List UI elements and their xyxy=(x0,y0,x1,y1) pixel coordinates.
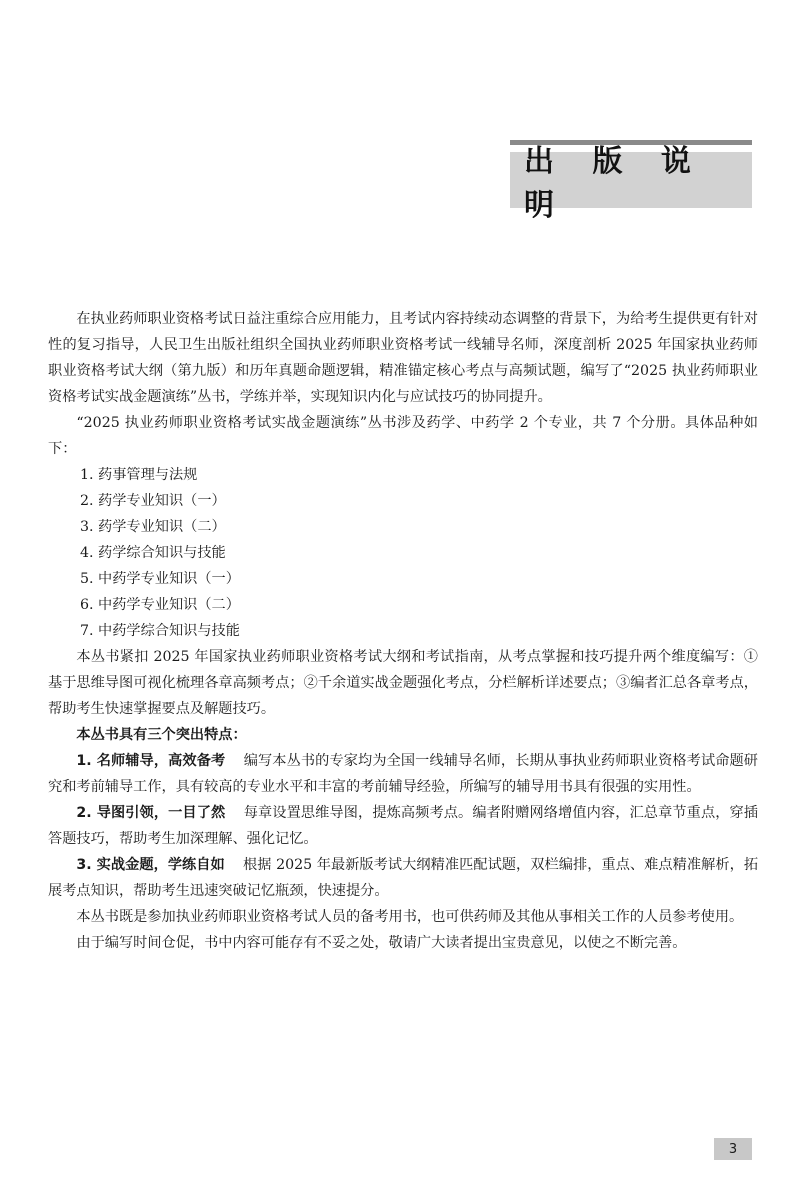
page-title: 出 版 说 明 xyxy=(524,144,705,223)
volume-item: 2. 药学专业知识（一） xyxy=(80,493,226,509)
volume-item: 5. 中药学专业知识（一） xyxy=(80,571,240,587)
volume-item: 1. 药事管理与法规 xyxy=(80,467,198,483)
feature-lead: 1. 名师辅导，高效备考 xyxy=(76,753,226,769)
feature-paragraph xyxy=(48,852,758,904)
feature-paragraph xyxy=(48,800,758,852)
feature-text: 编写本丛书的专家均为全国一线辅导名师，长期从事执业药师职业资格考试命题研究和考前辅导工作，具有较高的专业水平和丰富的考前辅导经验，所编写的辅导用书具有很强的实用性。 xyxy=(48,753,758,795)
volume-item: 4. 药学综合知识与技能 xyxy=(80,545,226,561)
title-banner xyxy=(510,144,752,223)
closing-paragraph: 由于编写时间仓促，书中内容可能存有不妥之处，敬请广大读者提出宝贵意见，以使之不断完善。 xyxy=(76,935,687,951)
feature-lead: 3. 实战金题，学练自如 xyxy=(76,857,225,873)
volume-item: 3. 药学专业知识（二） xyxy=(80,519,226,535)
approach-paragraph: 本丛书紧扣 2025 年国家执业药师职业资格考试大纲和考试指南，从考点掌握和技巧提升两个维度编写：①基于思维导图可视化梳理各章高频考点；②千余道实战金题强化考点，分栏解析详述要点；③编者汇总各章考点，帮助考生快速掌握要点及解题技巧。 xyxy=(48,649,758,717)
features-heading: 本丛书具有三个突出特点： xyxy=(76,727,247,743)
page-number: 3 xyxy=(714,1138,752,1160)
audience-paragraph: 本丛书既是参加执业药师职业资格考试人员的备考用书，也可供药师及其他从事相关工作的人员参考使用。 xyxy=(76,909,744,925)
body-text xyxy=(48,306,758,956)
feature-text: 根据 2025 年最新版考试大纲精准匹配试题，双栏编排，重点、难点精准解析，拓展考点知识，帮助考生迅速突破记忆瓶颈，快速提分。 xyxy=(48,857,759,899)
feature-paragraph xyxy=(48,748,758,800)
feature-text: 每章设置思维导图，提炼高频考点。编者附赠网络增值内容，汇总章节重点，穿插答题技巧，帮助考生加深理解、强化记忆。 xyxy=(48,805,758,847)
intro-paragraph: 在执业药师职业资格考试日益注重综合应用能力，且考试内容持续动态调整的背景下，为给考生提供更有针对性的复习指导，人民卫生出版社组织全国执业药师职业资格考试一线辅导名师，深度剖析 2025 年国家执业药师职业资格考试大纲（第九版）和历年真题命题逻辑，精准锚定核心考点与高频试题，编写了“2025 执业药师职业资格考试实战金题演练”丛书，学练并举，实现知识内化与应试技巧的协同提升。 xyxy=(48,311,758,405)
volume-item: 6. 中药学专业知识（二） xyxy=(80,597,240,613)
volume-item: 7. 中药学综合知识与技能 xyxy=(80,623,240,639)
feature-lead: 2. 导图引领，一目了然 xyxy=(76,805,226,821)
series-intro-paragraph: “2025 执业药师职业资格考试实战金题演练”丛书涉及药学、中药学 2 个专业，共 7 个分册。具体品种如下： xyxy=(48,415,758,457)
